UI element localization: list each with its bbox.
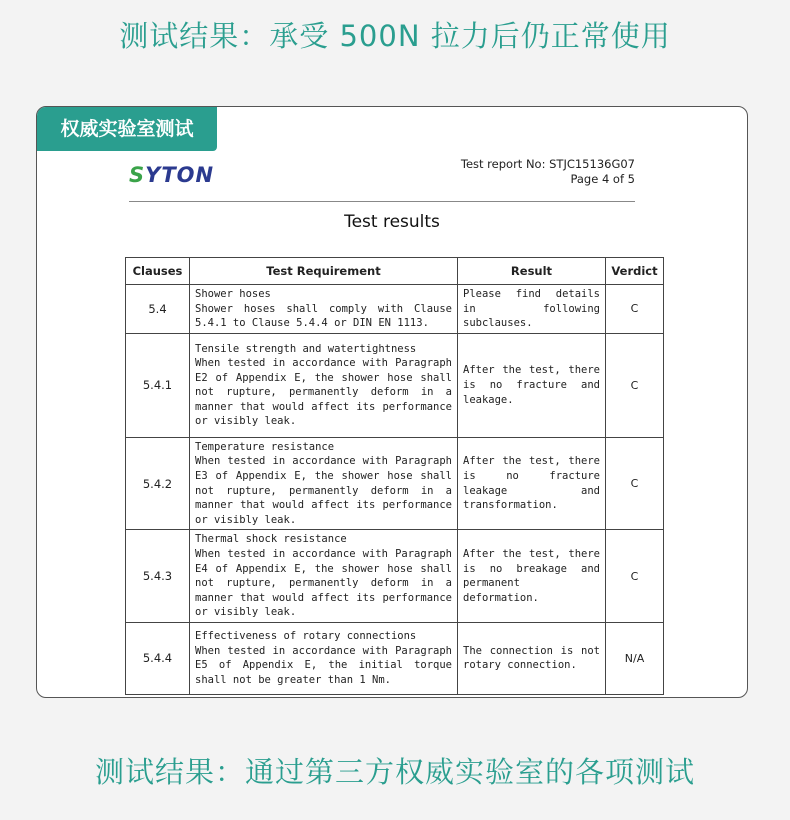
results-table: [125, 257, 664, 695]
table-row: [126, 530, 664, 623]
requirement-cell: [190, 530, 458, 623]
requirement-cell: [190, 622, 458, 694]
results-title: Test results: [344, 212, 440, 232]
col-header-verdict: Verdict: [606, 258, 664, 285]
test-report-card: [36, 106, 748, 698]
table-row: [126, 333, 664, 437]
requirement-text: Shower hoses shall comply with Clause 5.4.1 to Clause 5.4.4 or DIN EN 1113.: [195, 302, 452, 330]
table-row: [126, 437, 664, 530]
report-page: Page 4 of 5: [570, 172, 635, 186]
requirement-title: Tensile strength and watertightness: [195, 342, 417, 355]
requirement-title: Effectiveness of rotary connections: [195, 630, 417, 643]
requirement-title: Thermal shock resistance: [195, 533, 347, 546]
verdict-cell: C: [606, 285, 664, 334]
table-header-row: [126, 258, 664, 285]
verdict-cell: C: [606, 437, 664, 530]
requirement-cell: [190, 437, 458, 530]
clause-cell: 5.4.1: [126, 333, 190, 437]
verdict-cell: C: [606, 530, 664, 623]
requirement-text: When tested in accordance with Paragraph E2 of Appendix E, the shower hose shall not rupture, permanently deform in a manner that would affect its performance or visibly leak.: [195, 357, 452, 428]
bottom-headline: 测试结果：通过第三方权威实验室的各项测试: [94, 755, 695, 789]
verdict-cell: C: [606, 333, 664, 437]
requirement-text: When tested in accordance with Paragraph E4 of Appendix E, the shower hose shall not rupture, permanently deform in a manner that would affect its performance or visibly leak.: [195, 547, 452, 619]
requirement-cell: [190, 333, 458, 437]
requirement-cell: [190, 285, 458, 334]
requirement-title: Shower hoses: [195, 288, 271, 300]
result-cell: After the test, there is no fracture and leakage.: [458, 333, 606, 437]
clause-cell: 5.4.3: [126, 530, 190, 623]
clause-cell: 5.4: [126, 285, 190, 334]
requirement-text: When tested in accordance with Paragraph E3 of Appendix E, the shower hose shall not rupture, permanently deform in a manner that would affect its performance or visibly leak.: [195, 455, 452, 526]
table-row: [126, 622, 664, 694]
clause-cell: 5.4.2: [126, 437, 190, 530]
report-info: [461, 157, 635, 187]
clause-cell: 5.4.4: [126, 622, 190, 694]
table-row: [126, 285, 664, 334]
lab-test-tag: 权威实验室测试: [37, 107, 217, 151]
verdict-cell: N/A: [606, 622, 664, 694]
top-headline: 测试结果：承受 500N 拉力后仍正常使用: [119, 19, 671, 53]
col-header-result: Result: [458, 258, 606, 285]
result-cell: The connection is not rotary connection.: [458, 622, 606, 694]
result-cell: Please find details in following subclauses.: [458, 285, 606, 334]
col-header-requirement: Test Requirement: [190, 258, 458, 285]
requirement-title: Temperature resistance: [195, 440, 335, 453]
col-header-clauses: Clauses: [126, 258, 190, 285]
result-cell: After the test, there is no fracture leakage and transformation.: [458, 437, 606, 530]
report-number: Test report No: STJC15136G07: [460, 157, 635, 171]
syton-logo: SYTON: [129, 163, 215, 187]
header-divider: [129, 201, 635, 202]
requirement-text: When tested in accordance with Paragraph E5 of Appendix E, the initial torque shall not be greater than 1 Nm.: [195, 644, 452, 686]
result-cell: After the test, there is no breakage and permanent deformation.: [458, 530, 606, 623]
